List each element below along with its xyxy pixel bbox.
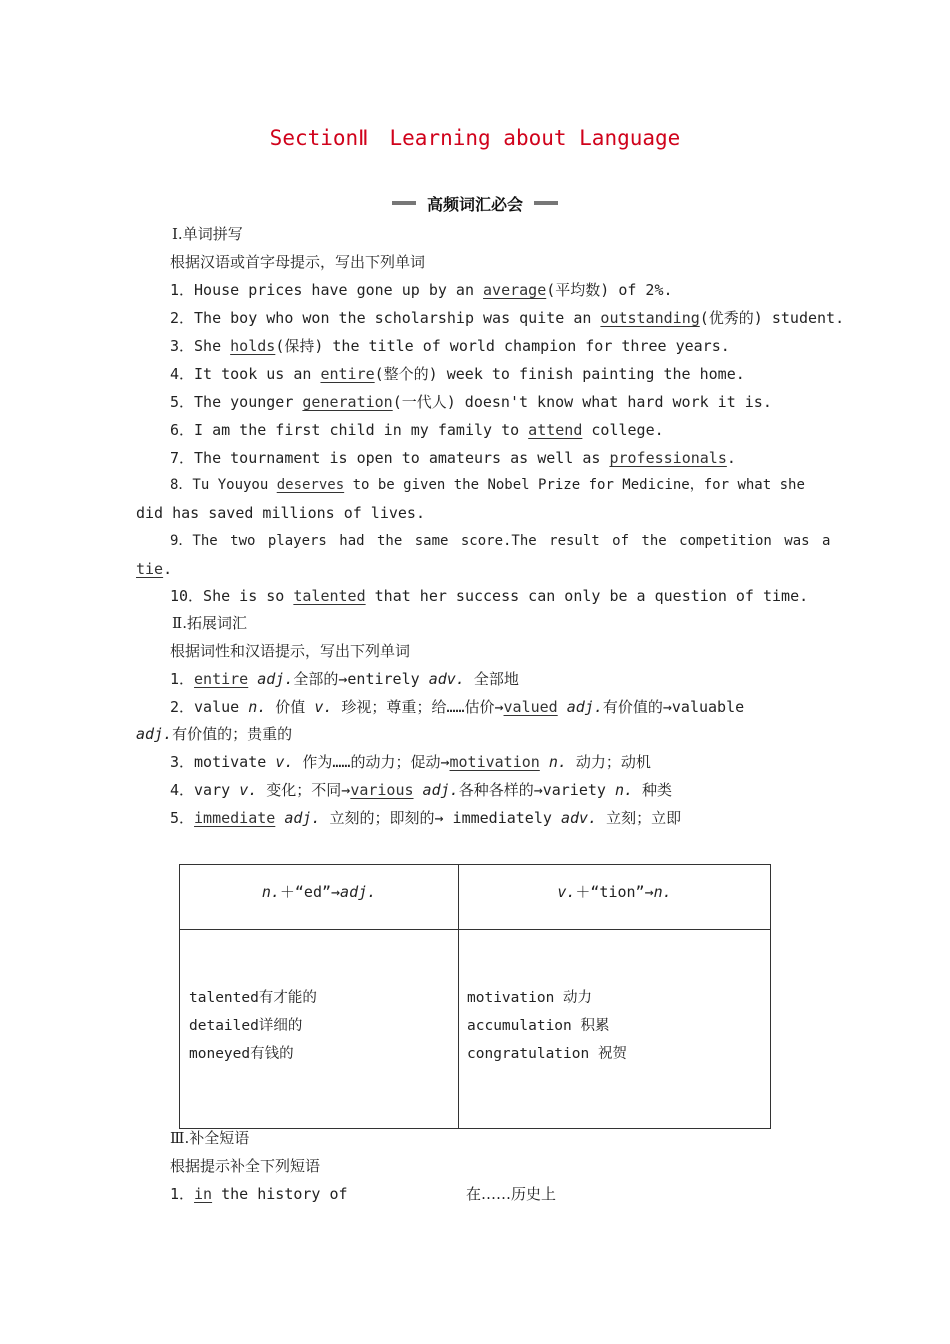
- expand-item: 1．entire adj.全部的→entirely adv. 全部地: [170, 670, 519, 688]
- exercise-item: 1．House prices have gone up by an average(平均数) of 2%.: [170, 281, 673, 299]
- exercise-item: 4．It took us an entire(整个的) week to finish painting the home.: [170, 365, 745, 383]
- section-2-heading: Ⅱ.拓展词汇: [172, 614, 247, 632]
- banner-left-bar: [392, 201, 418, 205]
- exercise-item: 6．I am the first child in my family to attend college.: [170, 421, 664, 439]
- answer: in: [194, 1185, 213, 1203]
- answer: motivation: [449, 753, 540, 771]
- exercise-item-continuation: tie.: [136, 560, 173, 578]
- table-word: talented有才能的: [189, 990, 317, 1006]
- exercise-item: 5．The younger generation(一代人) doesn't know what hard work it is.: [170, 393, 772, 411]
- exercise-item: 10．She is so talented that her success can only be a question of time.: [170, 587, 809, 605]
- table-word: congratulation 祝贺: [467, 1046, 627, 1062]
- exercise-item: 8．Tu Youyou deserves to be given the Nobel Prize for Medicine，for what she: [170, 477, 805, 493]
- exercise-item: 2．The boy who won the scholarship was quite an outstanding(优秀的) student.: [170, 309, 845, 327]
- expand-item: 5．immediate adj. 立刻的；即刻的→ immediately adv. 立刻；立即: [170, 809, 682, 827]
- table-word: moneyed有钱的: [189, 1046, 294, 1062]
- answer: generation: [302, 393, 393, 411]
- exercise-item: 9．The two players had the same score.The result of the competition was a: [170, 533, 831, 549]
- phrase-item: 1．in the history of: [170, 1185, 348, 1203]
- banner-right-bar: [532, 201, 558, 205]
- table-word: motivation 动力: [467, 990, 593, 1006]
- table-header-cell: n.＋“ed”→adj.: [180, 865, 459, 930]
- section-1-instruction: 根据汉语或首字母提示，写出下列单词: [170, 253, 426, 271]
- table-header-cell: v.＋“tion”→n.: [459, 865, 771, 930]
- exercise-item-continuation: did has saved millions of lives.: [136, 504, 425, 522]
- table-cell-right: [459, 930, 771, 1129]
- exercise-item: 3．She holds(保持) the title of world champion for three years.: [170, 337, 730, 355]
- answer: holds: [230, 337, 276, 355]
- section-3-instruction: 根据提示补全下列短语: [170, 1157, 321, 1175]
- section-3-heading: Ⅲ.补全短语: [170, 1129, 250, 1147]
- answer: professionals: [609, 449, 727, 467]
- table-word: detailed详细的: [189, 1018, 303, 1034]
- answer: deserves: [276, 477, 345, 493]
- expand-item: 4．vary v. 变化；不同→various adj.各种各样的→variety n. 种类: [170, 781, 673, 799]
- banner-label: 高频词汇必会: [416, 192, 534, 215]
- answer: outstanding: [600, 309, 700, 327]
- answer: entire: [320, 365, 375, 383]
- answer: attend: [528, 421, 583, 439]
- table-word: accumulation 积累: [467, 1018, 610, 1034]
- section-2-instruction: 根据词性和汉语提示，写出下列单词: [170, 642, 411, 660]
- expand-item: 2．value n. 价值 v. 珍视；尊重；给……估价→valued adj.有价值的→valuable: [170, 698, 745, 716]
- answer: average: [483, 281, 547, 299]
- exercise-item: 7．The tournament is open to amateurs as well as professionals.: [170, 449, 736, 467]
- page-title: SectionⅡ Learning about Language: [269, 126, 681, 150]
- table-cell-left: [180, 930, 459, 1129]
- phrase-item-translation: 在……历史上: [466, 1185, 557, 1203]
- expand-item: 3．motivate v. 作为……的动力；促动→motivation n. 动力；动机: [170, 753, 651, 771]
- word-formation-table: [179, 864, 771, 1129]
- answer: valued: [503, 698, 558, 716]
- answer: various: [350, 781, 414, 799]
- section-1-heading: Ⅰ.单词拼写: [172, 225, 243, 243]
- answer: immediate: [194, 809, 276, 827]
- answer: entire: [194, 670, 249, 688]
- section-banner: [392, 192, 558, 214]
- answer: talented: [293, 587, 366, 605]
- answer: tie: [136, 560, 164, 578]
- expand-item-continuation: adj.有价值的；贵重的: [136, 725, 293, 743]
